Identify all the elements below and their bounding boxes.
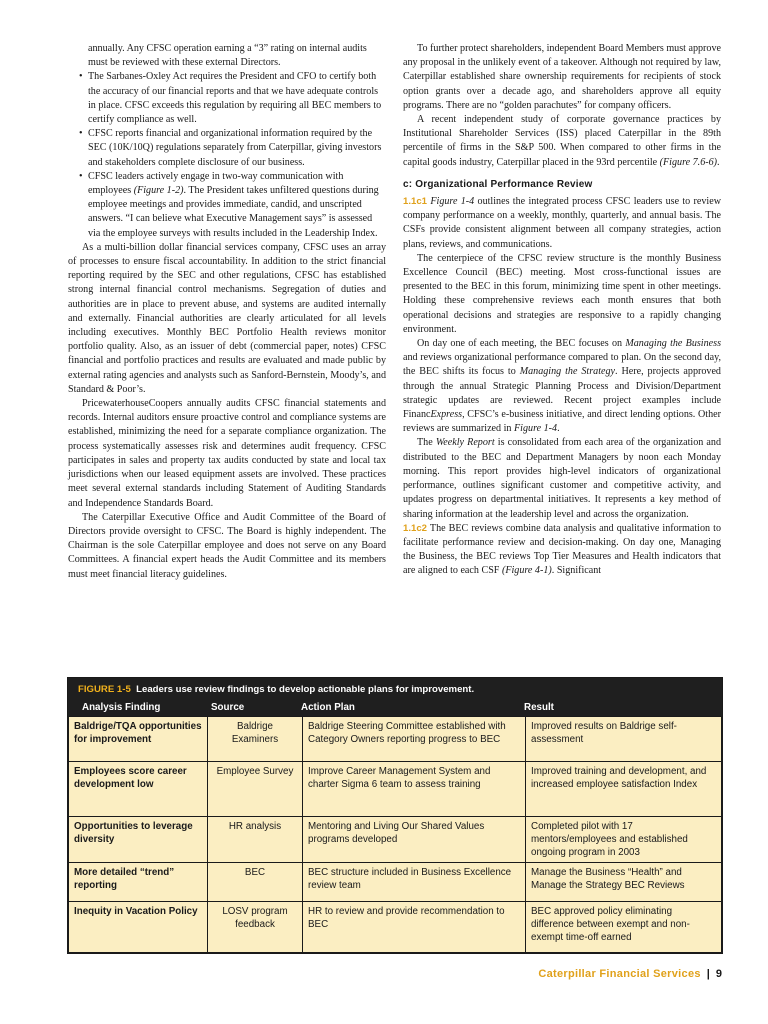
column-header-action: Action Plan xyxy=(301,702,355,713)
table-row xyxy=(69,817,722,863)
cell-action: HR to review and provide recommendation to BEC xyxy=(303,902,526,953)
figure-reference: Figure 1-4 xyxy=(430,196,475,208)
page-number: 9 xyxy=(715,968,722,980)
paragraph: The centerpiece of the CFSC review structure is the monthly Business Excellence Council (BEC) meeting. Most cross-functional issues are presented to the BEC in this forum, minimizing time spent in other meetings. Holding these comprehensive reviews each month ensures that both operational decisions and strategies are responsive to a rapidly changing environment. xyxy=(403,252,721,335)
footer-separator: | xyxy=(706,968,710,980)
figure-title: FIGURE 1-5 Leaders use review findings to develop actionable plans for improvement. xyxy=(78,684,475,695)
figure-reference: (Figure 7.6-6) xyxy=(659,156,718,168)
cell-finding: More detailed “trend” reporting xyxy=(69,863,208,902)
bullet-icon: • xyxy=(79,128,83,140)
paragraph: PricewaterhouseCoopers annually audits CFSC financial statements and records. Internal auditors ensure proactive control and compliance systems are established, minimizing the need for a separate compliance organization. The process systematically assesses risk and determines audit frequency. CFSC participates in sales and property tax audits conducted by state and local tax jurisdictions when our leased equipment assets are involved. These practices meet several external standards including Statement of Auditing Standards and Independence Standards Board. xyxy=(68,398,386,509)
bullet-icon: • xyxy=(79,71,83,83)
figure-reference: (Figure 1-2) xyxy=(133,185,184,197)
cell-source: BEC xyxy=(208,863,303,902)
cell-result: Completed pilot with 17 mentors/employees and established ongoing program in 2003 xyxy=(526,817,722,863)
figure-header xyxy=(68,678,722,716)
cell-action: Improve Career Management System and charter Sigma 6 team to assess training xyxy=(303,762,526,817)
table-row xyxy=(69,717,722,762)
cell-action: Baldrige Steering Committee established with Category Owners reporting progress to BEC xyxy=(303,717,526,762)
cell-result: Improved results on Baldrige self-assessment xyxy=(526,717,722,762)
bullet-item: • The Sarbanes-Oxley Act requires the President and CFO to certify both the accuracy of our financial reports and that we have adequate controls in place. CFSC exceeds this regulation by requiring all BEC members to certify compliance as well. xyxy=(79,71,382,126)
page-footer xyxy=(538,968,722,980)
cell-source: HR analysis xyxy=(208,817,303,863)
cell-finding: Employees score career development low xyxy=(69,762,208,817)
bullet-icon: • xyxy=(79,170,83,182)
cell-result: BEC approved policy eliminating difference between exempt and non-exempt time-off earned xyxy=(526,902,722,953)
paragraph: As a multi-billion dollar financial services company, CFSC uses an array of processes to ensure fiscal accountability. In addition to the strict financial reporting required by the SEC and other regulations, CFSC has established strong internal financial control mechanisms. Segregation of duties and authorities are in place to prevent abuse, and systems are audited internally and externally. Financial authorities are clearly articulated for all levels including executives. Monthly BEC Portfolio Health reviews monitor portfolio quality. Also, as an issuer of debt (commercial paper, notes) CFSC financial and portfolio practices and results are evaluated and made public by external rating agencies and analysts such as Sanford-Bernstein, Moody’s, and Standard & Poor’s. xyxy=(68,241,386,395)
column-header-source: Source xyxy=(211,702,245,713)
cell-result: Manage the Business “Health” and Manage the Strategy BEC Reviews xyxy=(526,863,722,902)
column-header-result: Result xyxy=(524,702,554,713)
cell-action: BEC structure included in Business Excellence review team xyxy=(303,863,526,902)
cell-source: LOSV program feedback xyxy=(208,902,303,953)
criteria-tag: 1.1c2 xyxy=(403,522,428,534)
paragraph: 1.1c1 Figure 1-4 outlines the integrated process CFSC leaders use to review company performance on a weekly, monthly, quarterly, and annual basis. The CSFs provide consistent alignment between all company strategies, action plans, reviews, and communications. xyxy=(403,196,721,250)
figure-reference: (Figure 4-1) xyxy=(501,565,552,577)
bullet-item: • CFSC reports financial and organizational information required by the SEC (10K/10Q) regulations separately from Caterpillar, giving investors and stakeholders complete disclosure of our business. xyxy=(79,128,382,168)
paragraph: 1.1c2 The BEC reviews combine data analysis and qualitative information to facilitate performance review and decision-making. On day one, Managing the Business, the BEC reviews Top Tier Measures and Health indicators that are aligned to each CSF (Figure 4-1). Significant xyxy=(403,522,721,577)
paragraph: On day one of each meeting, the BEC focuses on Managing the Business and reviews organizational performance compared to plan. On the second day, the BEC shifts its focus to Managing the Strategy. Here, projects approved through the annual Strategic Planning Process and Division/Department strategic updates are reviewed. Recent project examples include FinancExpress, CFSC’s e-business initiative, and direct lending options. Other reviews are summarized in Figure 1-4. xyxy=(403,338,721,435)
figure-1-5 xyxy=(67,677,723,954)
criteria-tag: 1.1c1 xyxy=(403,196,428,208)
findings-table xyxy=(68,716,722,953)
bullet-item: • CFSC leaders actively engage in two-way communication with employees (Figure 1-2). The President takes unfiltered questions during employee meetings and provides immediate, candid, and unscripted answers. “I can believe what Executive Management says” is assessed via the employee surveys with results included in the Leadership Index. xyxy=(79,170,379,239)
column-header-finding: Analysis Finding xyxy=(82,702,161,713)
table-row xyxy=(69,762,722,817)
section-heading: c: Organizational Performance Review xyxy=(403,178,593,190)
bullet-list xyxy=(68,42,386,241)
figure-number: FIGURE 1-5 xyxy=(78,684,131,695)
paragraph: The Caterpillar Executive Office and Audit Committee of the Board of Directors provide oversight to CFSC. The Board is highly independent. The Chairman is the sole Caterpillar employee and does not serve on any Board Committees. A financial expert heads the Audit Committee and its members must meet financial literacy guidelines. xyxy=(68,511,386,580)
table-row xyxy=(69,863,722,902)
cell-action: Mentoring and Living Our Shared Values programs developed xyxy=(303,817,526,863)
paragraph: The Weekly Report is consolidated from each area of the organization and distributed to the BEC and Department Managers by noon each Monday morning. This report provides high-level indicators of organizational performance, outlines significant customer and competitive activity, and updates progress on departmental initiatives. It represents a key method of sharing information at the leadership level and across the organization. xyxy=(403,437,722,520)
cell-finding: Opportunities to leverage diversity xyxy=(69,817,208,863)
cell-finding: Inequity in Vacation Policy xyxy=(69,902,208,953)
cell-source: Baldrige Examiners xyxy=(208,717,303,762)
paragraph: To further protect shareholders, independent Board Members must approve any proposal in the unlikely event of a takeover. Although not required by law, Caterpillar established share ownership requirements for recipients of stock option grants over a decade ago, and shareholders approve all equity programs. There are no “golden parachutes” for company officers. xyxy=(403,43,721,111)
cell-finding: Baldrige/TQA opportunities for improvement xyxy=(69,717,208,762)
bullet-continuation: annually. Any CFSC operation earning a “3” rating on internal audits must be reviewed with these external Directors. xyxy=(88,43,367,69)
cell-result: Improved training and development, and increased employee satisfaction Index xyxy=(526,762,722,817)
paragraph: A recent independent study of corporate governance practices by Institutional Shareholder Services (ISS) placed Caterpillar in the 89th percentile of firms in the S&P 500. When compared to other firms in the capital goods industry, Caterpillar placed in the 93rd percentile (Figure 7.6-6). xyxy=(403,114,721,168)
cell-source: Employee Survey xyxy=(208,762,303,817)
table-row xyxy=(69,902,722,953)
right-column xyxy=(403,42,721,579)
left-column xyxy=(68,42,386,582)
footer-company-name: Caterpillar Financial Services xyxy=(538,968,701,980)
figure-reference: Figure 1-4 xyxy=(514,423,558,435)
